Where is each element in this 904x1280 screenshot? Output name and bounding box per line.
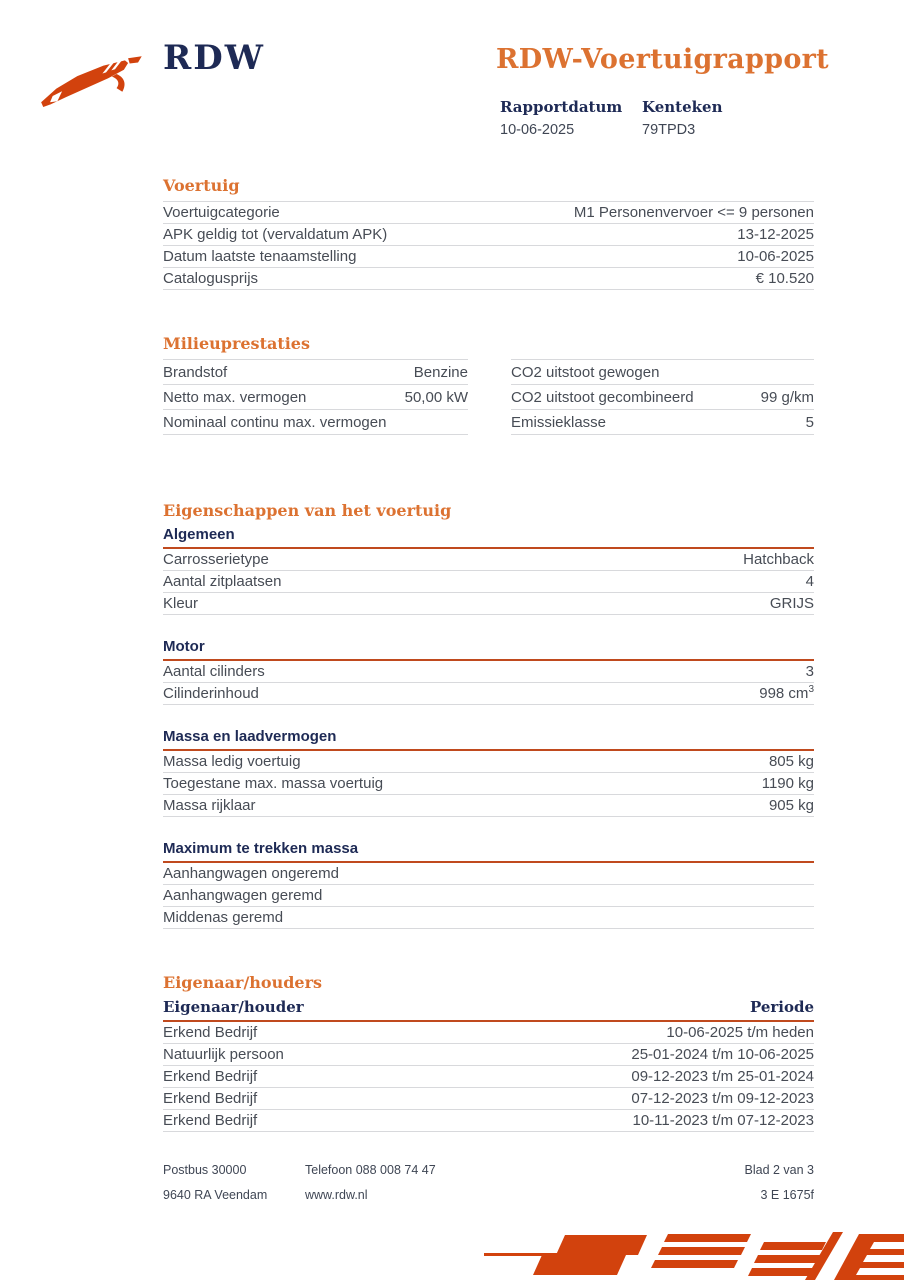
milieu-right-column (511, 359, 814, 435)
table-row (163, 246, 814, 268)
table-row (163, 224, 814, 246)
row-label: CO2 uitstoot gecombineerd (511, 388, 694, 406)
row-value: 99 g/km (760, 388, 814, 406)
row-label: Brandstof (163, 363, 228, 381)
row-value (759, 686, 814, 702)
row-value: 10-06-2025 (737, 248, 814, 265)
table-row (163, 593, 814, 615)
table-row (511, 385, 814, 410)
row-label: Netto max. vermogen (163, 388, 307, 406)
row-value: 4 (805, 573, 814, 590)
milieu-table (163, 359, 814, 435)
row-value: 905 kg (768, 797, 814, 814)
row-label: APK geldig tot (vervaldatum APK) (163, 226, 388, 243)
row-label: Massa rijklaar (163, 797, 256, 814)
table-row (163, 385, 468, 410)
owners-col-owner: Eigenaar/houder (163, 998, 304, 1016)
row-label: Emissieklasse (511, 413, 607, 431)
table-row (163, 1066, 814, 1088)
row-label: Carrosserietype (163, 551, 269, 568)
row-value: 805 kg (768, 753, 814, 770)
table-row (163, 751, 814, 773)
row-label: Toegestane max. massa voertuig (163, 775, 384, 792)
subsection-title-trekken: Maximum te trekken massa (163, 840, 814, 863)
license-plate-block (642, 98, 722, 138)
report-content (163, 176, 814, 1132)
section-eigenschappen (163, 501, 814, 929)
speed-lines-decoration-icon (434, 1230, 904, 1280)
section-title: Voertuig (163, 176, 240, 195)
table-row (163, 795, 814, 817)
owner-period: 10-11-2023 t/m 07-12-2023 (632, 1112, 814, 1129)
table-row (163, 1088, 814, 1110)
table-row (511, 360, 814, 385)
footer-doc-code: 3 E 1675f (760, 1188, 814, 1202)
row-label: Aantal cilinders (163, 663, 265, 680)
owner-name: Erkend Bedrijf (163, 1112, 258, 1129)
owner-period: 10-06-2025 t/m heden (666, 1024, 814, 1041)
row-label: Kleur (163, 595, 199, 612)
row-label: Catalogusprijs (163, 270, 259, 287)
owner-period: 07-12-2023 t/m 09-12-2023 (631, 1090, 814, 1107)
row-value-text: 998 cm (759, 685, 809, 702)
table-row (163, 683, 814, 705)
owner-name: Erkend Bedrijf (163, 1024, 258, 1041)
license-plate-value: 79TPD3 (642, 122, 696, 138)
subsection-title-massa: Massa en laadvermogen (163, 728, 814, 751)
table-row (163, 661, 814, 683)
table-row (163, 268, 814, 290)
subsection-title-algemeen: Algemeen (163, 526, 814, 549)
table-row (163, 410, 468, 435)
row-label: Datum laatste tenaamstelling (163, 248, 357, 265)
row-label: Massa ledig voertuig (163, 753, 301, 770)
table-row (163, 571, 814, 593)
owner-name: Erkend Bedrijf (163, 1068, 258, 1085)
table-row (163, 885, 814, 907)
section-milieuprestaties (163, 334, 814, 435)
row-value: 3 (805, 663, 814, 680)
table-row (163, 907, 814, 929)
section-eigenaren (163, 973, 814, 1132)
row-value: GRIJS (769, 595, 814, 612)
report-date-label: Rapportdatum (500, 98, 623, 116)
rdw-logo-wordmark: RDW (163, 38, 265, 78)
table-row (163, 1022, 814, 1044)
report-date-value: 10-06-2025 (500, 122, 575, 138)
table-row (163, 360, 468, 385)
row-label: Voertuigcategorie (163, 204, 280, 221)
row-value: 5 (805, 413, 814, 431)
section-voertuig (163, 176, 814, 290)
owner-name: Erkend Bedrijf (163, 1090, 258, 1107)
footer-contact-block (305, 1163, 745, 1213)
superscript: 3 (808, 684, 814, 695)
subsection-title-motor: Motor (163, 638, 814, 661)
voertuig-table (163, 201, 814, 290)
row-value: Hatchback (743, 551, 814, 568)
milieu-left-column (163, 359, 468, 435)
row-label: Middenas geremd (163, 909, 284, 926)
footer-website: www.rdw.nl (305, 1188, 368, 1202)
row-label: CO2 uitstoot gewogen (511, 363, 660, 381)
owner-period: 09-12-2023 t/m 25-01-2024 (631, 1068, 814, 1085)
section-title: Eigenaar/houders (163, 973, 323, 992)
footer-address-block (163, 1163, 305, 1213)
massa-table (163, 751, 814, 817)
page-footer (163, 1163, 814, 1213)
table-row (511, 410, 814, 435)
rdw-feather-logo-icon (38, 56, 148, 114)
report-meta (500, 98, 722, 138)
trekken-table (163, 863, 814, 929)
table-row (163, 1110, 814, 1132)
row-label: Aanhangwagen ongeremd (163, 865, 339, 882)
section-title: Eigenschappen van het voertuig (163, 501, 452, 520)
footer-page-block (745, 1163, 815, 1213)
owners-col-period: Periode (749, 998, 814, 1016)
table-row (163, 863, 814, 885)
owners-table (163, 1022, 814, 1132)
motor-table (163, 661, 814, 705)
license-plate-label: Kenteken (642, 98, 723, 116)
row-label: Nominaal continu max. vermogen (163, 413, 387, 431)
row-label: Aantal zitplaatsen (163, 573, 282, 590)
footer-page-number: Blad 2 van 3 (744, 1163, 814, 1177)
report-date-block (500, 98, 642, 138)
owner-period: 25-01-2024 t/m 10-06-2025 (631, 1046, 814, 1063)
section-title: Milieuprestaties (163, 334, 310, 353)
table-row (163, 202, 814, 224)
row-value: € 10.520 (755, 270, 814, 287)
algemeen-table (163, 549, 814, 615)
owners-table-header (163, 998, 814, 1022)
page-title: RDW-Voertuigrapport (496, 44, 829, 75)
footer-phone: Telefoon 088 008 74 47 (305, 1163, 436, 1177)
table-row (163, 773, 814, 795)
footer-address-line2: 9640 RA Veendam (163, 1188, 268, 1202)
row-value: 13-12-2025 (737, 226, 814, 243)
row-value: Benzine (413, 363, 468, 381)
row-value: 50,00 kW (404, 388, 468, 406)
row-value: 1190 kg (761, 775, 814, 792)
row-label: Aanhangwagen geremd (163, 887, 323, 904)
row-value: M1 Personenvervoer <= 9 personen (573, 204, 814, 221)
table-row (163, 549, 814, 571)
owner-name: Natuurlijk persoon (163, 1046, 284, 1063)
footer-address-line1: Postbus 30000 (163, 1163, 247, 1177)
row-label: Cilinderinhoud (163, 685, 259, 702)
table-row (163, 1044, 814, 1066)
